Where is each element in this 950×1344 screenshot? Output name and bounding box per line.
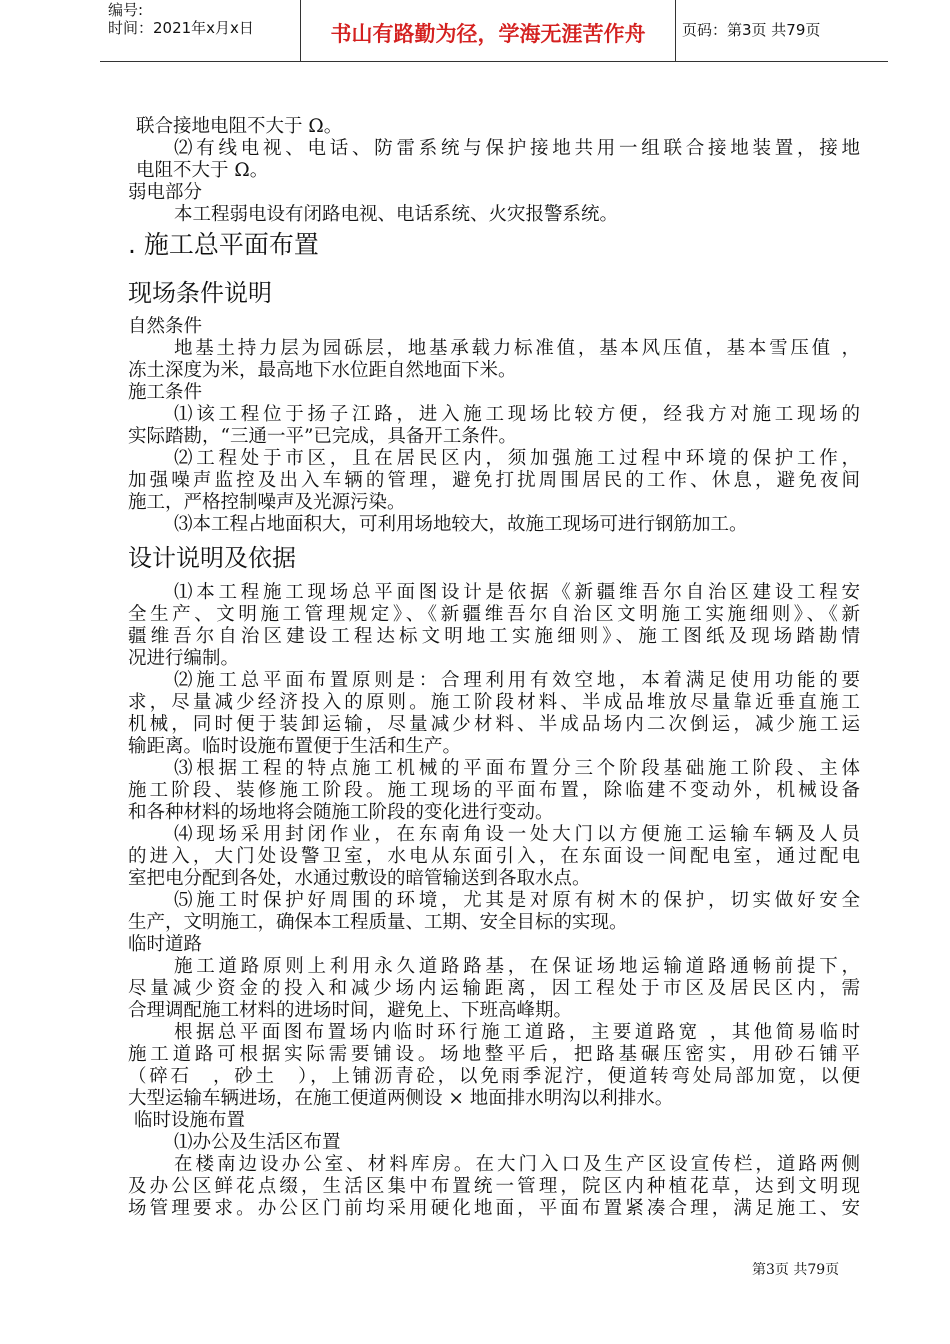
paragraph-line: 实际踏勘，“三通一平”已完成，具备开工条件。 xyxy=(128,426,517,447)
paragraph-line: 的进入，大门处设警卫室，水电从东面引入，在东面设一间配电室，通过配电 xyxy=(128,846,860,867)
header-motto: 书山有路勤为径，学海无涯苦作舟 xyxy=(330,22,646,46)
subsection-heading: 施工条件 xyxy=(128,382,203,403)
paragraph-line: 场管理要求。办公区门前均采用硬化地面，平面布置紧凑合理，满足施工、安 xyxy=(128,1198,860,1219)
paragraph-line: 况进行编制。 xyxy=(128,648,240,669)
paragraph-line: 在楼南边设办公室、材料库房。在大门入口及生产区设宣传栏，道路两侧 xyxy=(174,1154,860,1175)
section-heading: 现场条件说明 xyxy=(128,279,272,307)
paragraph-line: 合理调配施工材料的进场时间，避免上、下班高峰期。 xyxy=(128,1000,573,1021)
subsection-heading: 自然条件 xyxy=(128,316,203,337)
section-heading: 设计说明及依据 xyxy=(128,544,296,572)
header-page-number: 页码：第3页 共79页 xyxy=(682,21,821,39)
paragraph-line: ⑵有线电视、电话、防雷系统与保护接地共用一组联合接地装置，接地 xyxy=(174,138,860,159)
footer-page-number: 第3页 共79页 xyxy=(752,1262,840,1278)
paragraph-line: 联合接地电阻不大于 Ω。 xyxy=(136,116,343,137)
paragraph-line: ⑷现场采用封闭作业，在东南角设一处大门以方便施工运输车辆及人员 xyxy=(174,824,860,845)
paragraph-line: 大型运输车辆进场，在施工便道两侧设 × 地面排水明沟以利排水。 xyxy=(128,1088,674,1109)
header-meta-cell xyxy=(100,0,301,61)
subsection-heading: 临时道路 xyxy=(128,934,203,955)
paragraph-line: ⑵工程处于市区，且在居民区内，须加强施工过程中环境的保护工作， xyxy=(174,448,860,469)
paragraph-line: 生产，文明施工，确保本工程质量、工期、安全目标的实现。 xyxy=(128,912,628,933)
paragraph-line: 施工道路可根据实际需要铺设。场地整平后，把路基碾压密实，用砂石铺平 xyxy=(128,1044,860,1065)
paragraph-line: 及办公区鲜花点缀，生活区集中布置统一管理，院区内种植花草，达到文明现 xyxy=(128,1176,860,1197)
paragraph-line: 地基土持力层为园砾层，地基承载力标准值，基本风压值，基本雪压值 ， xyxy=(174,338,860,359)
document-number-label: 编号: xyxy=(108,1,144,19)
paragraph-line: ⑸施工时保护好周围的环境，尤其是对原有树木的保护，切实做好安全 xyxy=(174,890,860,911)
paragraph-line: ⑴本工程施工现场总平面图设计是依据《新疆维吾尔自治区建设工程安 xyxy=(174,582,860,603)
paragraph-line: 全生产、文明施工管理规定》、《新疆维吾尔自治区文明施工实施细则》、《新 xyxy=(128,604,860,625)
paragraph-line: 和各种材料的场地将会随施工阶段的变化进行变动。 xyxy=(128,802,554,823)
document-time-label: 时间：2021年x月x日 xyxy=(108,19,254,37)
paragraph-line: ⑶本工程占地面积大，可利用场地较大，故施工现场可进行钢筋加工。 xyxy=(174,514,748,535)
paragraph-line: ⑵施工总平面布置原则是：合理利用有效空地，本着满足使用功能的要 xyxy=(174,670,860,691)
paragraph-line: ⑴办公及生活区布置 xyxy=(174,1132,341,1153)
page-header xyxy=(100,0,888,62)
paragraph-line: ⑴该工程位于扬子江路，进入施工现场比较方便，经我方对施工现场的 xyxy=(174,404,860,425)
paragraph-line: 室把电分配到各处，水通过敷设的暗管输送到各取水点。 xyxy=(128,868,591,889)
paragraph-line: ⑶根据工程的特点施工机械的平面布置分三个阶段基础施工阶段、主体 xyxy=(174,758,860,779)
subsection-heading: 临时设施布置 xyxy=(134,1110,246,1131)
paragraph-line: 施工，严格控制噪声及光源污染。 xyxy=(128,492,406,513)
subsection-heading: 弱电部分 xyxy=(128,182,203,203)
paragraph-line: 本工程弱电设有闭路电视、电话系统、火灾报警系统。 xyxy=(174,204,619,225)
paragraph-line: 施工阶段、装修施工阶段。施工现场的平面布置，除临建不变动外，机械设备 xyxy=(128,780,860,801)
paragraph-line: 输距离。临时设施布置便于生活和生产。 xyxy=(128,736,462,757)
paragraph-line: 机械，同时便于装卸运输，尽量减少材料、半成品场内二次倒运，减少施工运 xyxy=(128,714,860,735)
paragraph-line: 根据总平面图布置场内临时环行施工道路，主要道路宽 ，其他简易临时 xyxy=(174,1022,860,1043)
paragraph-line: 求，尽量减少经济投入的原则。施工阶段材料、半成品堆放尽量靠近垂直施工 xyxy=(128,692,860,713)
paragraph-line: 冻土深度为米，最高地下水位距自然地面下米。 xyxy=(128,360,517,381)
paragraph-line: 施工道路原则上利用永久道路路基，在保证场地运输道路通畅前提下， xyxy=(174,956,860,977)
paragraph-line: 加强噪声监控及出入车辆的管理，避免打扰周围居民的工作、休息，避免夜间 xyxy=(128,470,860,491)
paragraph-line: （碎石 ，砂土 ），上铺沥青砼，以免雨季泥泞，便道转弯处局部加宽，以便 xyxy=(128,1066,860,1087)
header-motto-cell xyxy=(301,0,676,61)
paragraph-line: 疆维吾尔自治区建设工程达标文明地工实施细则》、施工图纸及现场踏勘情 xyxy=(128,626,860,647)
section-heading: . 施工总平面布置 xyxy=(128,230,319,259)
paragraph-line: 尽量减少资金的投入和减少场内运输距离，因工程处于市区及居民区内，需 xyxy=(128,978,860,999)
paragraph-line: 电阻不大于 Ω。 xyxy=(136,160,269,181)
header-page-cell xyxy=(676,0,888,61)
